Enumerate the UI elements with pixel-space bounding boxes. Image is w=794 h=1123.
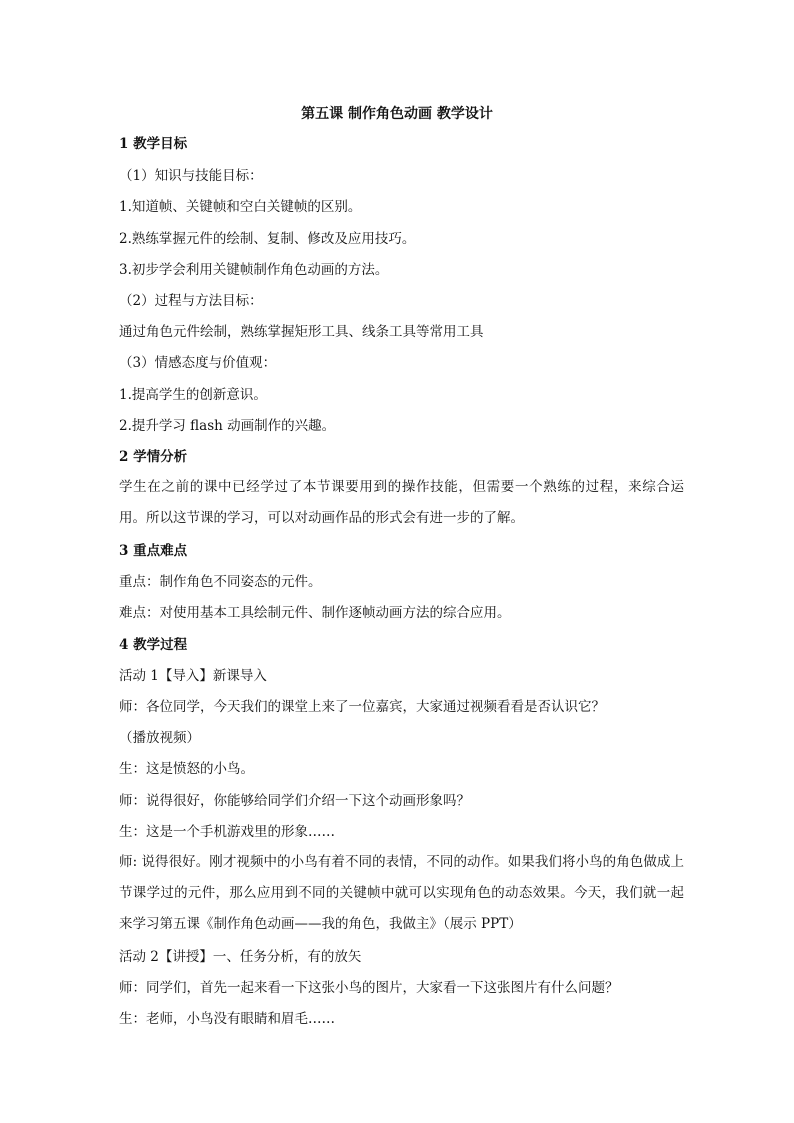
difficult-point: 难点：对使用基本工具绘制元件、制作逐帧动画方法的综合应用。 — [119, 605, 511, 621]
attitude-item-1: 1.提高学生的创新意识。 — [119, 387, 267, 403]
objective-item-2: 2.熟练掌握元件的绘制、复制、修改及应用技巧。 — [119, 231, 416, 247]
key-point: 重点：制作角色不同姿态的元件。 — [119, 574, 322, 590]
document-title: 第五课 制作角色动画 教学设计 — [301, 106, 493, 122]
student-line-1: 生：这是愤怒的小鸟。 — [119, 761, 254, 777]
objective-item-3: 3.初步学会利用关键帧制作角色动画的方法。 — [119, 262, 389, 278]
teacher-line-1: 师：各位同学，今天我们的课堂上来了一位嘉宾，大家通过视频看看是否认识它？ — [119, 699, 605, 715]
teacher-line-4: 师：同学们，首先一起来看一下这张小鸟的图片，大家看一下这张图片有什么问题？ — [119, 980, 619, 996]
student-line-3: 生：老师，小鸟没有眼睛和眉毛…… — [119, 1011, 335, 1027]
stage-direction: （播放视频） — [119, 730, 200, 746]
section-heading-objectives: 1 教学目标 — [119, 136, 188, 152]
section-heading-keypoints: 3 重点难点 — [119, 543, 188, 559]
section-heading-analysis: 2 学情分析 — [119, 449, 188, 465]
activity-2-title: 活动 2【讲授】一、任务分析，有的放矢 — [119, 949, 362, 965]
subheading-process: （2）过程与方法目标： — [119, 293, 263, 309]
teacher-line-3: 师: 说得很好。刚才视频中的小鸟有着不同的表情，不同的动作。如果我们将小鸟的角色做成上节课学过的元件，那么应用到不同的关键帧中就可以实现角色的动态效果。今天，我们就一起来学习第五课《制作角色动画——我的角色，我做主》（展示 PPT） — [119, 854, 684, 932]
objective-item-1: 1.知道帧、关键帧和空白关键帧的区别。 — [119, 199, 362, 215]
subheading-attitude: （3）情感态度与价值观： — [119, 355, 277, 371]
subheading-knowledge: （1）知识与技能目标： — [119, 168, 263, 184]
analysis-paragraph: 学生在之前的课中已经学过了本节课要用到的操作技能，但需要一个熟练的过程，来综合运用。所以这节课的学习，可以对动画作品的形式会有进一步的了解。 — [119, 479, 684, 526]
process-text: 通过角色元件绘制，熟练掌握矩形工具、线条工具等常用工具 — [119, 324, 484, 340]
section-heading-process: 4 教学过程 — [119, 637, 188, 653]
student-line-2: 生：这是一个手机游戏里的形象…… — [119, 824, 335, 840]
activity-1-title: 活动 1【导入】新课导入 — [119, 668, 267, 684]
teacher-line-2: 师：说得很好，你能够给同学们介绍一下这个动画形象吗？ — [119, 793, 470, 809]
attitude-item-2: 2.提升学习 flash 动画制作的兴趣。 — [119, 418, 336, 434]
